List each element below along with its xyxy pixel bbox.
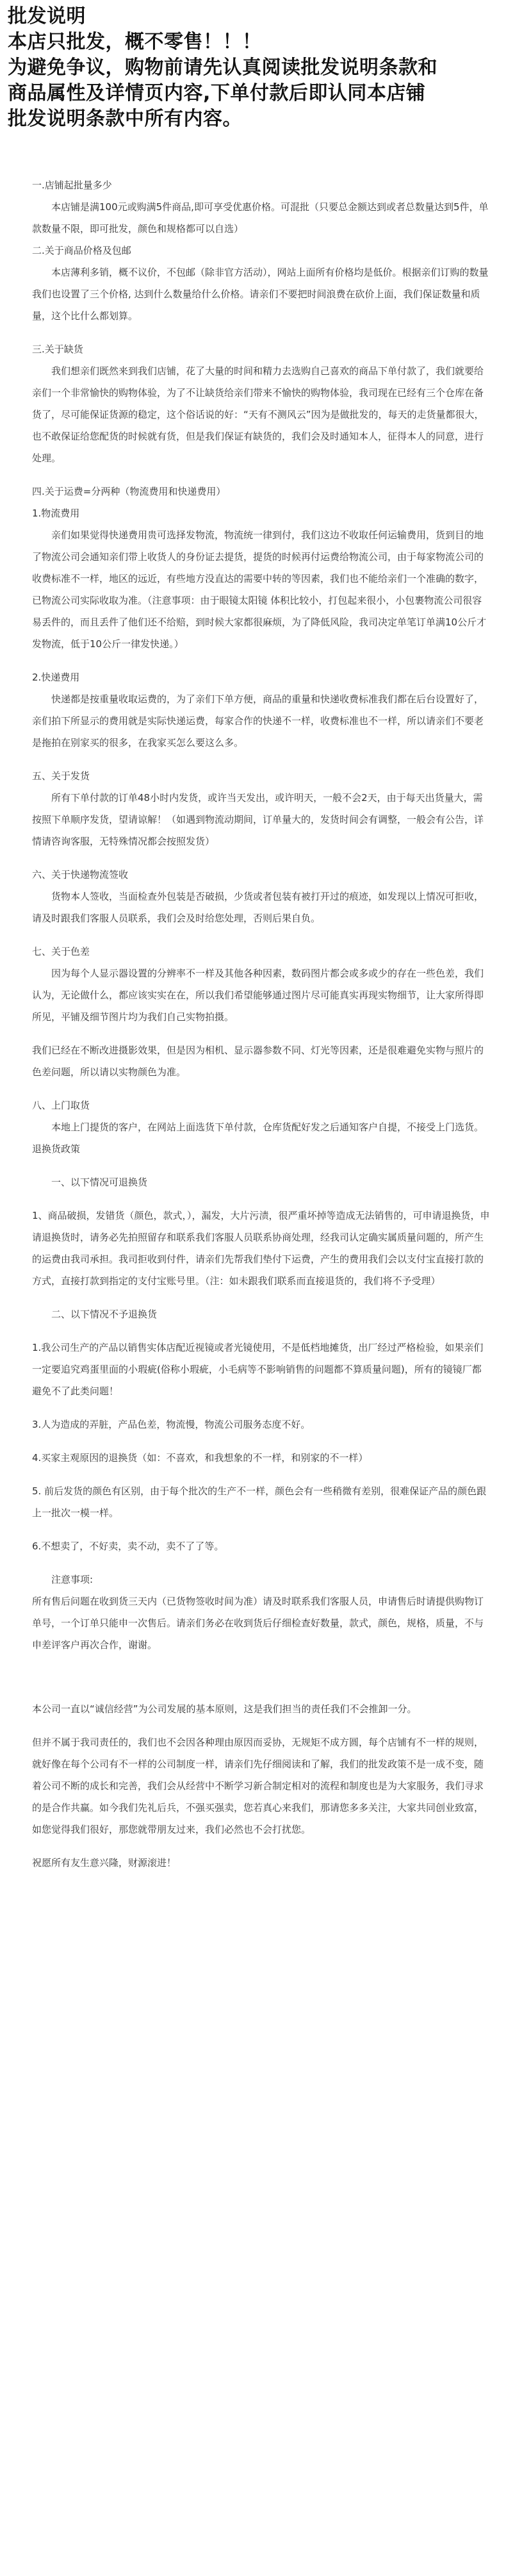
header-title: 批发说明 [8,5,86,28]
section-title-out-of-stock: 三.关于缺货 [32,343,83,355]
section-text: 亲们如果觉得快递费用贵可选择发物流，物流统一律到付，我们这边不收取任何运输费用，货到目的地了物流公司会通知亲们带上收货人的身份证去提货，提货的时候再付运费给物流公司，由于每家物流公司的收费标准不一样，地区的远近，有些地方没直达的需要中转的等因素，我们也不能给亲们一个准确的数字，已物流公司实际收取为准。（注意事项：由于眼镜太阳镜 体积比较小，打包起来很小，小包裹物流公司很容易丢件的，而且丢件了他们还不给赔，到时候大家都很麻烦，为了降低风险，我司决定单笔订单满10公斤才发物流，低于10公斤一律发快递。） [32,529,487,650]
closing-text: 但并不属于我司责任的，我们也不会因各种理由原因而妥协，无规矩不成方圆，每个店铺有不一样的规则，就好像在每个公司有不一样的公司制度一样，请亲们先仔细阅读和了解，我们的批发政策不是一成不变，随着公司不断的成长和完善，我们会从经营中不断学习新合制定相对的流程和制度也是为大家服务，我们寻求的是合作共赢。如今我们先礼后兵，不强买强卖，您若真心来我们，那请您多多关注，大家共同创业致富，如您觉得我们很好，那您就带朋友过来，我们必然也不会打扰您。 [32,1737,484,1835]
section-text: 所有下单付款的订单48小时内发货，或许当天发出，或许明天，一般不会2天，由于每天出货量大，需按照下单顺序发货，望请谅解！（如遇到物流动期间，订单量大的，发货时间会有调整，一般会有公告，详情请咨询客服，无特殊情况都会按照发货） [32,792,484,847]
section-text: 我们已经在不断改进摄影效果，但是因为相机、显示器参数不同、灯光等因素，还是很难避免实物与照片的色差问题，所以请以实物颜色为准。 [32,1044,484,1078]
section-title-price-shipping: 二.关于商品价格及包邮 [32,245,131,256]
notes-title: 注意事项: [51,1574,94,1585]
section-title-shipping: 五、关于发货 [32,770,90,782]
return-rule: 6.不想卖了，不好卖，卖不动，卖不了了等。 [32,1540,224,1552]
section-text: 本地上门提货的客户，在网站上面选货下单付款，仓库货配好发之后通知客户自提，不接受上门选货。 [51,1121,484,1133]
subsection-title-non-returnable: 二、以下情况不予退换货 [51,1309,158,1320]
section-title-pickup: 八、上门取货 [32,1100,90,1111]
subsection-title-returnable: 一、以下情况可退换货 [51,1177,148,1188]
subsection-title-logistics: 1.物流费用 [32,508,80,519]
return-rule: 1.我公司生产的产品以销售实体店配近视镜或者光镜使用，不是低档地摊货，出厂经过严格检验，如果亲们一定要追究鸡蛋里面的小瑕疵(俗称小瑕疵，小毛病等不影响销售的问题都不算质量问题)，所有的镜镜厂都避免不了此类问题！ [32,1342,484,1397]
return-rule: 4.买家主观原因的退换货（如：不喜欢，和我想象的不一样，和别家的不一样） [32,1452,368,1464]
return-rule: 3.人为造成的弄脏，产品色差，物流慢，物流公司服务态度不好。 [32,1419,311,1430]
notes-text: 所有售后问题在收到货三天内（已货物签收时间为准）请及时联系我们客服人员，申请售后时请提供购物订单号，一个订单只能申一次售后。请亲们务必在收到货后仔细检查好数量，款式，颜色，规格，质量，不与申差评客户再次合作，谢谢。 [32,1596,484,1651]
closing-text: 本公司一直以“诚信经营”为公司发展的基本原则，这是我们担当的责任我们不会推卸一分。 [32,1703,417,1715]
closing-wishes: 祝愿所有友生意兴隆，财源滚进！ [32,1857,177,1869]
return-rule: 1、商品破损，发错货（颜色，款式，），漏发，大片污渍，很严重坏掉等造成无法销售的，可申请退换货，申请退换货时，请务必先拍照留存和联系我们客服人员联系协商处理，经我司认定确实属质量问题的，所产生的运费由我司承担。我司拒收到付件，请亲们先帮我们垫付下运费，产生的费用我们会以支付宝直接打款的方式，直接打款到指定的支付宝账号里。（注：如未跟我们联系而直接退货的，我们将不予受理） [32,1210,490,1287]
section-text: 因为每个人显示器设置的分辨率不一样及其他各种因素，数码图片都会或多或少的存在一些色差，我们认为，无论做什么，都应该实实在在，所以我们希望能够通过图片尽可能真实再现实物细节，让大家所得即所见，平铺及细节图片均为我们自己实物拍摄。 [32,968,484,1023]
header-notice-line: 商品属性及详情页内容,下单付款后即认同本店铺 [8,82,426,104]
header-notice-line: 为避免争议，购物前请先认真阅读批发说明条款和 [8,56,437,79]
section-title-freight: 四.关于运费=分两种（物流费用和快递费用） [32,486,226,497]
section-title-color-difference: 七、关于色差 [32,946,90,957]
notice-header [0,0,506,132]
policy-body [0,174,506,1874]
subsection-title-express: 2.快递费用 [32,672,80,683]
return-rule: 5. 前后发货的颜色有区别，由于每个批次的生产不一样，颜色会有一些稍微有差别，很难保证产品的颜色跟上一批次一模一样。 [32,1485,487,1519]
section-title-returns: 退换货政策 [32,1143,81,1155]
header-wholesale-only: 本店只批发，概不零售！！！ [8,31,262,53]
section-title-minimum-order: 一.店铺起批量多少 [32,179,112,191]
header-notice-line: 批发说明条款中所有内容。 [8,108,242,130]
section-text: 本店铺是满100元或购满5件商品,即可享受优惠价格。可混批（只要总金额达到或者总数量达到5件，单款数量不限，即可批发，颜色和规格都可以自选） [32,201,489,235]
section-text: 快递都是按重量收取运费的，为了亲们下单方便，商品的重量和快递收费标准我们都在后台设置好了，亲们拍下所显示的费用就是实际快递运费，每家合作的快递不一样，收费标准也不一样，所以请亲们不要老是拖拍在别家买的很多，在我家买怎么要这么多。 [32,693,484,748]
section-text: 货物本人签收，当面检查外包装是否破损，少货或者包装有被打开过的痕迹，如发现以上情况可拒收，请及时跟我们客服人员联系，我们会及时给您处理，否则后果自负。 [32,891,484,924]
section-text: 我们想亲们既然来到我们店铺，花了大量的时间和精力去选购自己喜欢的商品下单付款了，我们就要给亲们一个非常愉快的购物体验，为了不让缺货给亲们带来不愉快的购物体验，我司现在已经有三个仓库在备货了，尽可能保证货源的稳定，这个俗话说的好：“天有不测风云”因为是做批发的，每天的走货量都很大，也不敢保证给您配货的时候就有货，但是我们保证有缺货的，我们会及时通知本人，征得本人的同意，进行处理。 [32,365,484,464]
section-text: 本店薄利多销，概不议价，不包邮（除非官方活动），网站上面所有价格均是低价。根据亲们订购的数量我们也设置了三个价格, 达到什么数量给什么价格。请亲们不要把时间浪费在砍价上面，我们保证数量和质量，这个比什么都划算。 [32,267,489,322]
section-title-delivery-signing: 六、关于快递物流签收 [32,869,129,880]
